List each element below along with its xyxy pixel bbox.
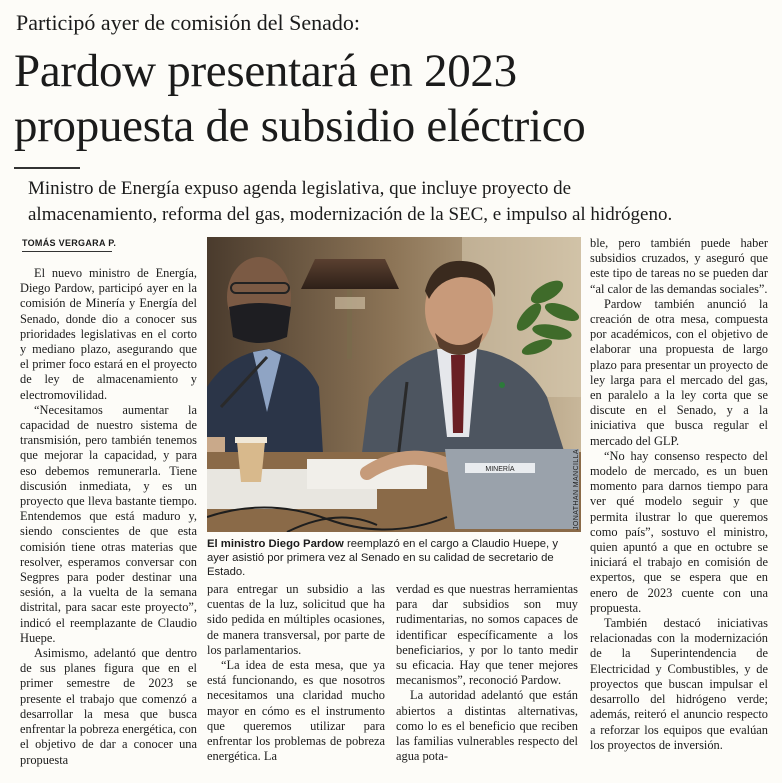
- byline: TOMÁS VERGARA P.: [22, 238, 117, 248]
- headline: [14, 44, 774, 154]
- paragraph: para entregar un subsidio a las cuentas de la luz, solicitud que ha sido pedida en múltiples ocasiones, de manera transversal, por parte de los parlamentarios.: [207, 582, 385, 657]
- standfirst: [28, 176, 776, 228]
- paragraph: “La idea de esta mesa, que ya está funcionando, es que nosotros necesitamos una claridad mucho mayor en cómo es el instrumento que queremos utilizar para enfrentar los problemas de pobreza energética. La: [207, 658, 385, 764]
- standfirst-line-2: almacenamiento, reforma del gas, modernización de la SEC, e impulso al hidrógeno.: [28, 204, 673, 225]
- caption-text: reemplazó en el cargo a Claudio Huepe, y ayer asistió por primera vez al Senado en su calidad de secretario de Estado.: [207, 538, 558, 578]
- paragraph: El nuevo ministro de Energía, Diego Pardow, participó ayer en la comisión de Minería y Energía del Senado, donde dio a conocer sus prioridades legislativas en el corto y mediano plazo, asegurando que el primer foco estará en el proyecto de ley de almacenamiento y electromovilidad.: [20, 266, 197, 402]
- paragraph: La autoridad adelantó que están abiertos a distintas alternativas, como lo es el beneficio que reciben las familias vulnerables respecto del agua pota-: [396, 688, 578, 764]
- headline-rule: [14, 167, 80, 169]
- paragraph: “Necesitamos aumentar la capacidad de nuestro sistema de transmisión, pero también tenemos que mejorar la capacidad, y para eso debemos remunerarla. Tiene discusión inmediata, y es un proyecto que lleva bastante tiempo. Entendemos que está maduro y, siendo conscientes de que esta comisión tiene otras materias que resolver, esperamos conversar con Segpres para poder destinar una sesión, a la vuelta de la semana distrital, para sacar este proyecto”, indicó el reemplazante de Claudio Huepe.: [20, 402, 197, 645]
- photo-illustration: [207, 237, 581, 532]
- column-3: [396, 582, 578, 764]
- paragraph: Asimismo, adelantó que dentro de sus planes figura que en el primer semestre de 2023 se presente el trabajo que comenzó a desarrollar la mesa que busca enfrentar la pobreza energética, con el objetivo de dar a conocer una propuesta: [20, 646, 197, 767]
- headline-line-2: propuesta de subsidio eléctrico: [14, 100, 586, 152]
- photo-caption: [207, 537, 581, 579]
- paragraph: Pardow también anunció la creación de otra mesa, compuesta por académicos, con el objetivo de elaborar una propuesta de largo plazo para presentar un proyecto de ley larga para el mercado del gas, en paralelo a la ley corta que se discute en el Senado, y a la iniciativa que busca regular el mercado del GLP.: [590, 296, 768, 448]
- paragraph: verdad es que nuestras herramientas para dar subsidios son muy rudimentarias, no somos capaces de identificar específicamente a los beneficiarios, y por lo tanto medir su eficacia. Hay que tener mejores mecanismos”, reconoció Pardow.: [396, 582, 578, 688]
- paragraph: También destacó iniciativas relacionadas con la modernización de la Superintendencia de Electricidad y Combustibles, y de proyectos que buscan impulsar el desarrollo del hidrógeno verde; además, reiteró el anuncio respecto a reforzar los equipos que evalúan los proyectos de inversión.: [590, 616, 768, 752]
- caption-bold: El ministro Diego Pardow: [207, 538, 344, 550]
- headline-line-1: Pardow presentará en 2023: [14, 45, 517, 97]
- nameplate-text: MINERÍA: [485, 466, 515, 473]
- paragraph: ble, pero también puede haber subsidios cruzados, y aseguró que este tipo de tareas no se pueden dar “al calor de las demandas sociales”.: [590, 236, 768, 296]
- photo-credit: JONATHAN MANCILLA: [573, 449, 580, 530]
- news-photo: [207, 237, 581, 532]
- kicker: Participó ayer de comisión del Senado:: [16, 10, 360, 35]
- column-2: [207, 582, 385, 764]
- byline-rule: [22, 251, 112, 252]
- standfirst-line-1: Ministro de Energía expuso agenda legislativa, que incluye proyecto de: [28, 178, 572, 199]
- column-4: [590, 236, 768, 753]
- column-1: [20, 266, 197, 768]
- paragraph: “No hay consenso respecto del modelo de mercado, es un buen momento para darnos tiempo para ver qué modelo seguir y que permita ilustrar lo que queremos como país”, sostuvo el ministro, quien apuntó a que en octubre se iniciará el trabajo en comisión de expertos, que se espera que en enero de 2023 cuente con una propuesta.: [590, 448, 768, 615]
